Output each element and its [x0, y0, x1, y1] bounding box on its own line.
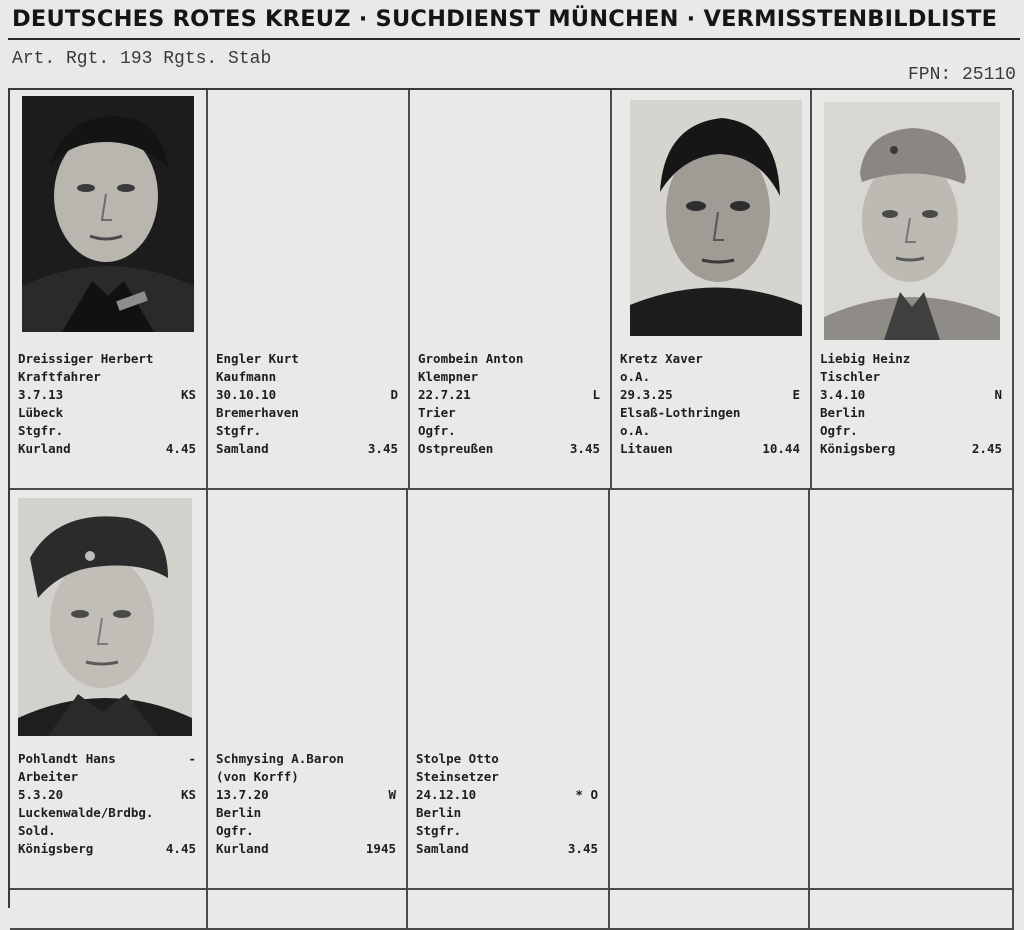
- record-card-dreissiger: [10, 90, 208, 490]
- portrait-photo-liebig: [824, 102, 1000, 340]
- record-occupation: Steinsetzer: [416, 769, 499, 784]
- empty-card: [810, 490, 1014, 890]
- record-text: [418, 350, 600, 458]
- empty-card: [208, 890, 408, 930]
- record-birthplace: Luckenwalde/Brdbg.: [18, 805, 154, 820]
- field-post-number: FPN: 25110: [907, 65, 1016, 85]
- record-code: N: [994, 387, 1002, 402]
- record-birth-date: 13.7.20: [216, 787, 269, 802]
- record-card-schmysing: [208, 490, 408, 890]
- record-name: Liebig Heinz: [820, 351, 911, 366]
- header-rule: [8, 38, 1020, 40]
- record-birthplace: Berlin: [216, 805, 262, 820]
- record-code: L: [592, 387, 600, 402]
- record-text: [18, 350, 196, 458]
- record-birth-date: 5.3.20: [18, 787, 64, 802]
- page-header-title: DEUTSCHES ROTES KREUZ · SUCHDIENST MÜNCHEN · VERMISSTENBILDLISTE: [12, 6, 998, 32]
- record-card-stolpe: [408, 490, 610, 890]
- record-last-seen: Kurland: [18, 441, 71, 456]
- record-occupation: o.A.: [620, 369, 651, 384]
- record-rank: Sold.: [18, 823, 56, 838]
- record-card-grombein: [410, 90, 612, 490]
- record-date: 10.44: [762, 441, 800, 456]
- record-birthplace: Berlin: [820, 405, 866, 420]
- portrait-photo-pohlandt: [18, 498, 192, 736]
- record-birth-date: 3.4.10: [820, 387, 866, 402]
- record-card-kretz: [612, 90, 812, 490]
- record-occupation: Kraftfahrer: [18, 369, 101, 384]
- record-last-seen: Ostpreußen: [418, 441, 494, 456]
- record-birthplace: Elsaß-Lothringen: [620, 405, 741, 420]
- record-code: KS: [180, 387, 196, 402]
- record-card-pohlandt: [10, 490, 208, 890]
- record-last-seen: Samland: [216, 441, 269, 456]
- record-code: * O: [575, 787, 598, 802]
- record-name: Pohlandt Hans: [18, 751, 116, 766]
- record-name: Engler Kurt: [216, 351, 299, 366]
- record-rank: o.A.: [620, 423, 651, 438]
- portrait-photo-kretz: [630, 100, 802, 336]
- record-occupation: Arbeiter: [18, 769, 79, 784]
- empty-card: [10, 890, 208, 930]
- record-text: [620, 350, 800, 458]
- record-birth-date: 29.3.25: [620, 387, 673, 402]
- record-date: 2.45: [971, 441, 1002, 456]
- record-occupation: (von Korff): [216, 769, 299, 784]
- record-birth-date: 22.7.21: [418, 387, 471, 402]
- record-birth-date: 24.12.10: [416, 787, 477, 802]
- empty-card: [610, 490, 810, 890]
- empty-card: [810, 890, 1014, 930]
- record-name-mark: -: [188, 751, 196, 766]
- record-date: 3.45: [567, 841, 598, 856]
- record-code: W: [388, 787, 396, 802]
- record-last-seen: Königsberg: [18, 841, 94, 856]
- record-last-seen: Königsberg: [820, 441, 896, 456]
- record-text: [820, 350, 1002, 458]
- record-card-liebig: [812, 90, 1014, 490]
- record-date: 3.45: [367, 441, 398, 456]
- record-name: Dreissiger Herbert: [18, 351, 154, 366]
- record-name: Stolpe Otto: [416, 751, 499, 766]
- record-last-seen: Kurland: [216, 841, 269, 856]
- record-rank: Stgfr.: [216, 423, 262, 438]
- record-code: D: [390, 387, 398, 402]
- record-code: E: [792, 387, 800, 402]
- record-date: 1945: [365, 841, 396, 856]
- record-occupation: Klempner: [418, 369, 479, 384]
- record-text: [216, 750, 396, 858]
- record-text: [416, 750, 598, 858]
- record-date: 3.45: [569, 441, 600, 456]
- record-birthplace: Lübeck: [18, 405, 64, 420]
- record-rank: Stgfr.: [18, 423, 64, 438]
- record-date: 4.45: [165, 841, 196, 856]
- record-rank: Ogfr.: [216, 823, 254, 838]
- record-birthplace: Trier: [418, 405, 456, 420]
- record-code: KS: [180, 787, 196, 802]
- record-card-engler: [208, 90, 410, 490]
- record-birth-date: 30.10.10: [216, 387, 277, 402]
- record-text: [216, 350, 398, 458]
- portrait-photo-dreissiger: [22, 96, 194, 332]
- record-name: Schmysing A.Baron: [216, 751, 344, 766]
- empty-card: [610, 890, 810, 930]
- unit-line: Art. Rgt. 193 Rgts. Stab: [12, 49, 272, 69]
- missing-persons-grid: [8, 88, 1012, 908]
- record-birth-date: 3.7.13: [18, 387, 64, 402]
- record-birthplace: Berlin: [416, 805, 462, 820]
- record-occupation: Kaufmann: [216, 369, 277, 384]
- record-occupation: Tischler: [820, 369, 881, 384]
- record-birthplace: Bremerhaven: [216, 405, 299, 420]
- record-date: 4.45: [165, 441, 196, 456]
- record-last-seen: Litauen: [620, 441, 673, 456]
- record-name: Grombein Anton: [418, 351, 524, 366]
- empty-card: [408, 890, 610, 930]
- record-text: [18, 750, 196, 858]
- record-rank: Stgfr.: [416, 823, 462, 838]
- record-name: Kretz Xaver: [620, 351, 703, 366]
- record-rank: Ogfr.: [418, 423, 456, 438]
- record-rank: Ogfr.: [820, 423, 858, 438]
- record-last-seen: Samland: [416, 841, 469, 856]
